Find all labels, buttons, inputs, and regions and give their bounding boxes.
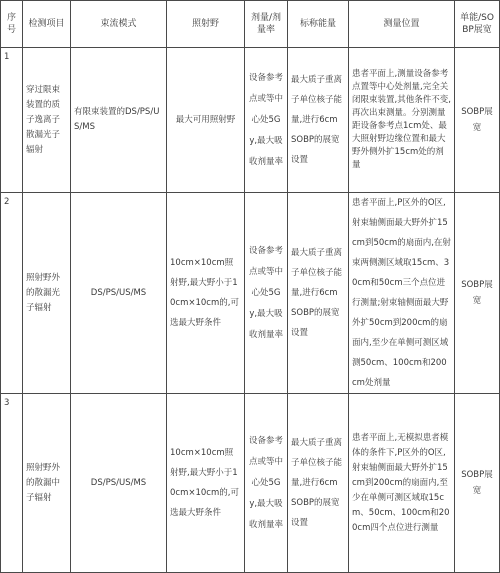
table-row <box>1 394 500 573</box>
cell-nominal-energy: 最大质子重离子单位核子能量,进行6cm SOBP的展宽设置 <box>288 394 349 573</box>
header-dose-rate: 剂量/剂量率 <box>245 1 288 48</box>
header-unit: 单能/SOBP展宽 <box>455 1 500 48</box>
cell-dose-rate: 设备参考点或等中心处5Gy,最大吸收剂量率 <box>245 48 288 193</box>
cell-unit: SOBP展宽 <box>455 48 500 193</box>
cell-field: 最大可用照射野 <box>167 48 245 193</box>
cell-unit: SOBP展宽 <box>455 193 500 394</box>
table-row <box>1 193 500 394</box>
cell-item: 穿过限束装置的质子逸离子散漏光子辐射 <box>23 48 71 193</box>
cell-dose-rate: 设备参考点或等中心处5Gy,最大吸收剂量率 <box>245 193 288 394</box>
cell-beam-mode: 有限束装置的DS/PS/US/MS <box>71 48 167 193</box>
cell-beam-mode: DS/PS/US/MS <box>71 193 167 394</box>
header-item: 检测项目 <box>23 1 71 48</box>
cell-seq: 3 <box>1 394 23 573</box>
table-header-row <box>1 1 500 48</box>
cell-field: 10cm×10cm照射野,最大野小于10cm×10cm的,可选最大野条件 <box>167 193 245 394</box>
header-nominal-energy: 标称能量 <box>288 1 349 48</box>
cell-position: 患者平面上,测量设备参考点置等中心处剂量,完全关闭限束装置,其他条件不变,再次出束测量。分别测量距设备参考点1cm处、最大照射野边缘位置和最大野外侧外扩15cm处的剂量 <box>349 48 455 193</box>
cell-field: 10cm×10cm照射野,最大野小于10cm×10cm的,可选最大野条件 <box>167 394 245 573</box>
cell-nominal-energy: 最大质子重离子单位核子能量,进行6cm SOBP的展宽设置 <box>288 48 349 193</box>
cell-item: 照射野外的散漏中子辐射 <box>23 394 71 573</box>
cell-nominal-energy: 最大质子重离子单位核子能量,进行6cm SOBP的展宽设置 <box>288 193 349 394</box>
cell-seq: 2 <box>1 193 23 394</box>
cell-position: 患者平面上,无模拟患者模体的条件下,P区外的O区,射束轴侧面最大野外扩15cm到200cm的扇面内,至少在单侧可测区域取15cm、50cm、100cm和200cm四个点位进行测量 <box>349 394 455 573</box>
header-beam-mode: 束流模式 <box>71 1 167 48</box>
cell-beam-mode: DS/PS/US/MS <box>71 394 167 573</box>
header-position: 测量位置 <box>349 1 455 48</box>
header-seq: 序号 <box>1 1 23 48</box>
cell-seq: 1 <box>1 48 23 193</box>
cell-unit: SOBP展宽 <box>455 394 500 573</box>
table-row <box>1 48 500 193</box>
cell-item: 照射野外的散漏光子辐射 <box>23 193 71 394</box>
header-field: 照射野 <box>167 1 245 48</box>
cell-dose-rate: 设备参考点或等中心处5Gy,最大吸收剂量率 <box>245 394 288 573</box>
cell-position: 患者平面上,P区外的O区,射束轴侧面最大野外扩15cm到50cm的扇面内,在射束两侧测区域取15cm、30cm和50cm三个点位进行测量;射束轴侧面最大野外扩50cm到200cm的扇面内,至少在单侧可测区域测50cm、100cm和200cm处剂量 <box>349 193 455 394</box>
